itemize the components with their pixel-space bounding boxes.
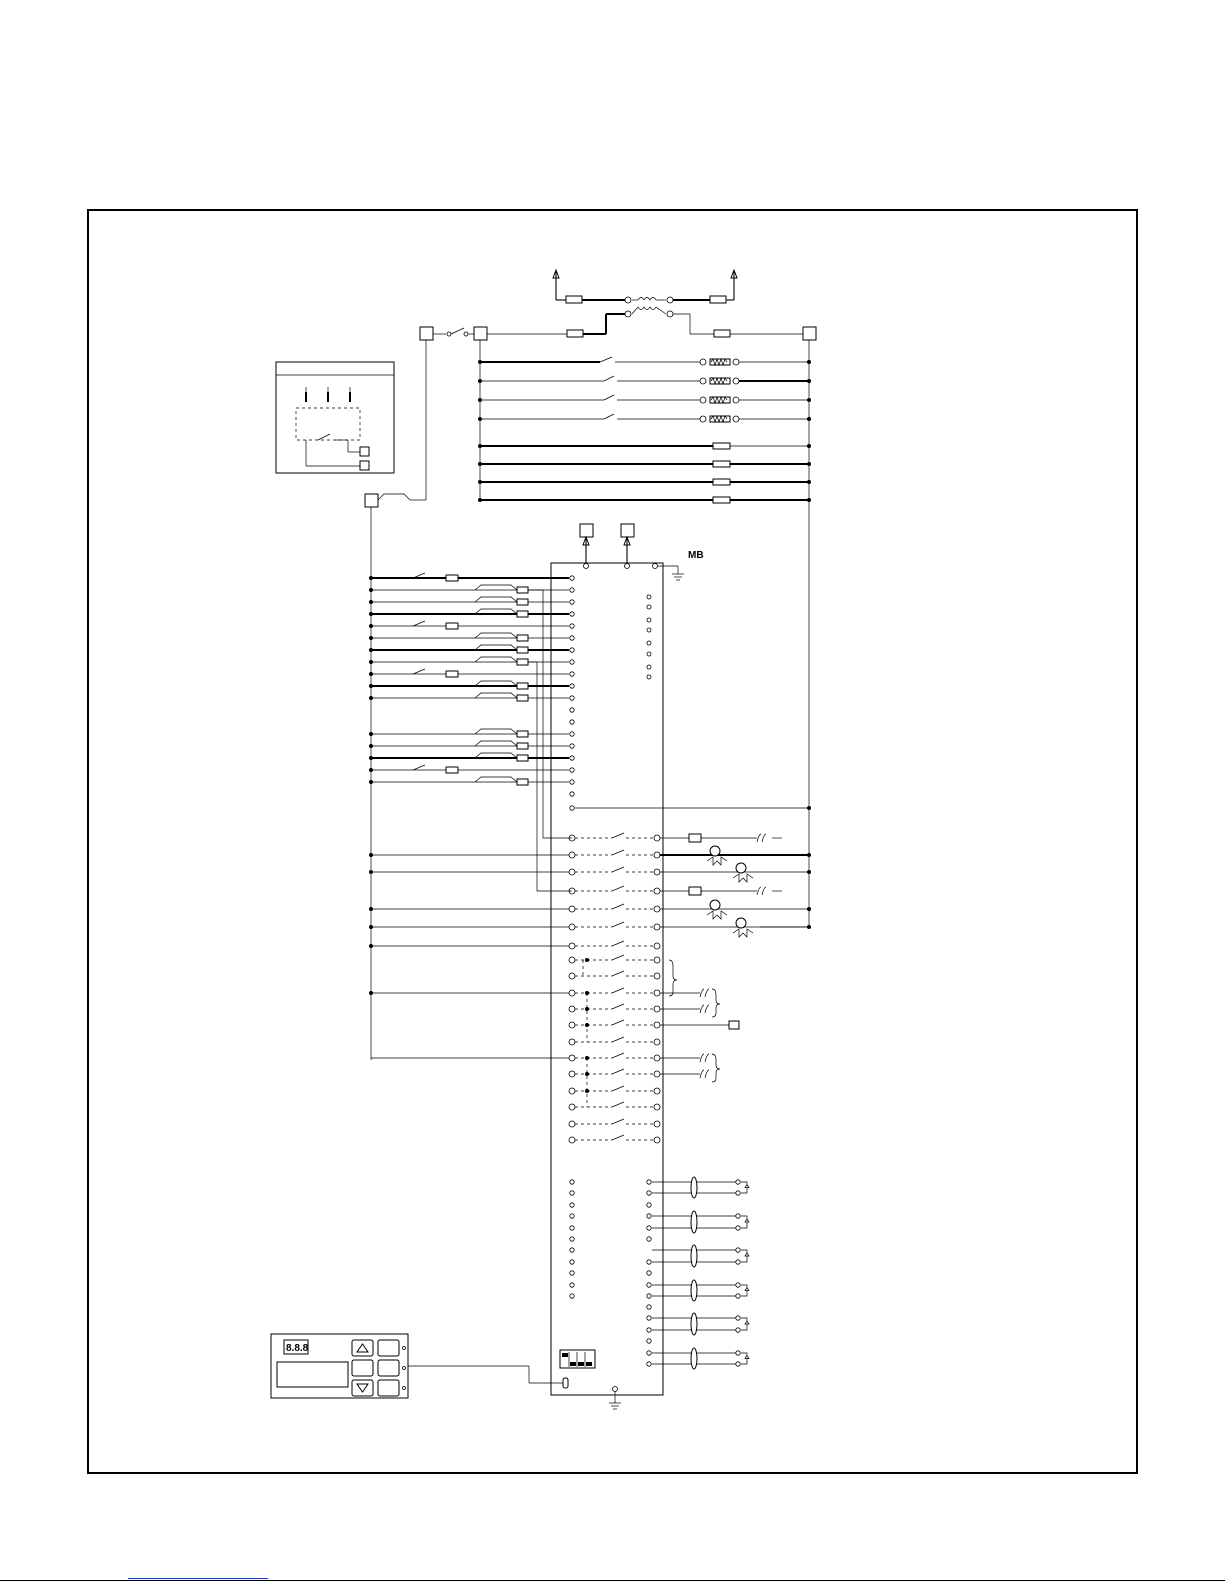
heater-rows <box>478 357 811 503</box>
terminal-box <box>420 327 433 340</box>
thermistor-icon <box>741 1182 749 1193</box>
down-arrow-button[interactable] <box>352 1380 373 1396</box>
thermistor-icon <box>741 1318 749 1330</box>
thermistor-icon <box>741 1216 749 1228</box>
dip-switch <box>560 1350 595 1368</box>
valve-icon <box>710 846 720 856</box>
display-keypad <box>271 1334 563 1398</box>
footer-rule <box>0 1580 1225 1581</box>
main-board-label: MB <box>688 550 704 561</box>
main-board <box>551 524 704 1409</box>
keypad-button[interactable] <box>352 1360 373 1376</box>
keypad-button[interactable] <box>378 1360 399 1376</box>
valve-icon <box>736 863 746 873</box>
transformer-icon <box>632 298 666 315</box>
heater-icon <box>710 359 730 365</box>
keypad-button[interactable] <box>378 1340 399 1356</box>
thermistor-icon <box>741 1250 749 1262</box>
terminal-box <box>580 524 593 537</box>
footer-link-underline <box>128 1578 268 1579</box>
segment-display: 8.8.8 <box>286 1343 309 1354</box>
up-arrow-button[interactable] <box>352 1340 373 1356</box>
heater-icon <box>710 416 730 422</box>
keypad-button[interactable] <box>378 1380 399 1396</box>
terminal-box <box>803 327 816 340</box>
valve-icon <box>736 918 746 928</box>
valve-icon <box>710 900 720 910</box>
terminal-box <box>474 327 487 340</box>
heater-icon <box>710 378 730 384</box>
heater-icon <box>710 397 730 403</box>
thermistor-icon <box>741 1285 749 1296</box>
ground-icon <box>672 566 684 580</box>
terminal-box <box>621 524 634 537</box>
transformer-section <box>553 270 803 337</box>
inset-schematic <box>276 362 394 473</box>
terminal-box <box>365 494 378 507</box>
thermistor-icon <box>741 1353 749 1364</box>
